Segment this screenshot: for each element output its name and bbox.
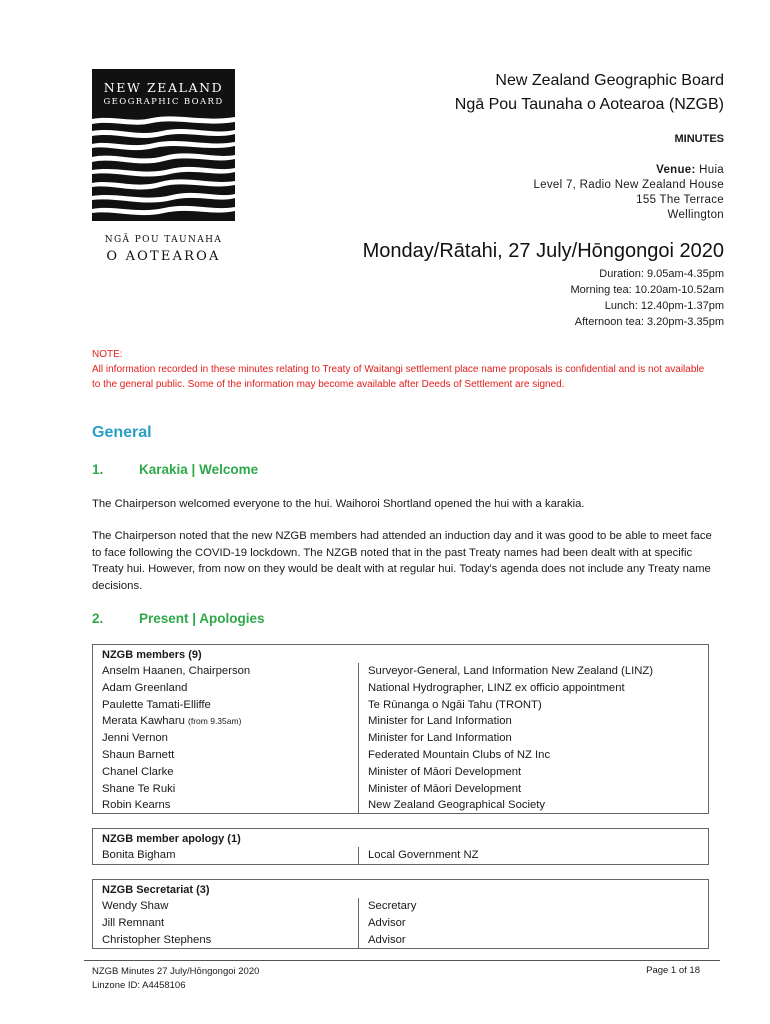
venue-label: Venue:	[656, 164, 696, 176]
table-row	[93, 932, 708, 949]
member-role: Surveyor-General, Land Information New Zealand (LINZ)	[368, 665, 654, 677]
section-number: 2.	[92, 611, 104, 626]
member-role: Minister for Land Information	[368, 732, 512, 745]
time-line: Afternoon tea: 3.20pm-3.35pm	[574, 316, 724, 328]
staff-role: Advisor	[368, 933, 406, 946]
member-name: Anselm Haanen, Chairperson	[93, 663, 359, 680]
table-row	[93, 898, 708, 915]
paragraph: The Chairperson noted that the new NZGB members had attended an induction day and it was good to be able to meet face to face following the COVID-19 lockdown. The NZGB noted that in the past Treaty names had been dealt with at specific Treaty hui. However, from now on they would be dealt with at regular hui. Today's agenda does not include any Treaty name decisions.	[92, 530, 712, 592]
document-type: MINUTES	[674, 133, 724, 145]
section-heading-1	[92, 462, 258, 477]
member-name: Bonita Bigham	[93, 847, 359, 864]
logo-line-1: NEW ZEALAND	[103, 80, 224, 95]
nzgb-logo	[92, 69, 235, 266]
table-row	[93, 797, 708, 814]
table-row	[93, 847, 708, 864]
table-row	[93, 764, 708, 781]
venue-line: 155 The Terrace	[636, 194, 724, 206]
table-row	[93, 915, 708, 932]
staff-name: Christopher Stephens	[93, 932, 359, 949]
member-note: (from 9.35am)	[188, 716, 242, 727]
staff-name: Wendy Shaw	[93, 898, 359, 915]
member-name-cell	[93, 713, 359, 730]
table-row	[93, 663, 708, 680]
org-name-english: New Zealand Geographic Board	[495, 72, 724, 89]
member-role: Minister for Land Information	[368, 715, 512, 728]
section-title: Karakia | Welcome	[139, 462, 259, 477]
member-role: Minister of Māori Development	[368, 765, 522, 778]
member-role: Te Rūnanga o Ngāi Tahu (TRONT)	[368, 698, 542, 711]
confidentiality-note	[92, 347, 712, 392]
section-heading-2	[92, 611, 265, 626]
section-heading-general: General	[92, 424, 152, 441]
members-table	[92, 644, 709, 814]
logo-line-4: O AOTEAROA	[106, 249, 221, 264]
apology-table	[92, 828, 709, 865]
logo-line-2: GEOGRAPHIC BOARD	[103, 97, 224, 107]
staff-role: Advisor	[368, 916, 406, 929]
time-line: Duration: 9.05am-4.35pm	[599, 268, 724, 280]
venue-name: Huia	[699, 164, 724, 176]
table-row	[93, 680, 708, 697]
member-role: Local Government NZ	[368, 849, 479, 861]
footer-left	[92, 965, 259, 993]
member-name: Adam Greenland	[93, 680, 359, 697]
page-number: Page 1 of 18	[646, 965, 700, 976]
member-name: Paulette Tamati-Elliffe	[93, 697, 359, 714]
table-row	[93, 747, 708, 764]
table-row	[93, 697, 708, 714]
section-title: Present | Apologies	[139, 611, 265, 626]
paragraph: The Chairperson welcomed everyone to the hui. Waihoroi Shortland opened the hui with a karakia.	[92, 498, 585, 510]
member-role: Minister of Māori Development	[368, 782, 522, 795]
meeting-times	[571, 266, 724, 330]
table-header: NZGB member apology (1)	[102, 833, 241, 845]
footer-doc-id: Linzone ID: A4458106	[92, 980, 186, 991]
logo-block	[92, 69, 235, 221]
table-row	[93, 730, 708, 747]
footer-divider	[84, 960, 720, 961]
time-line: Lunch: 12.40pm-1.37pm	[604, 300, 724, 312]
member-name: Merata Kawharu	[102, 715, 185, 728]
member-name: Shane Te Ruki	[93, 781, 359, 798]
logo-wave-art	[92, 113, 235, 221]
table-header: NZGB Secretariat (3)	[102, 884, 210, 896]
footer-doc-title: NZGB Minutes 27 July/Hōngongoi 2020	[92, 966, 260, 977]
staff-name: Jill Remnant	[93, 915, 359, 932]
staff-role: Secretary	[368, 900, 417, 912]
note-label: NOTE:	[92, 349, 123, 360]
logo-line-3: NGĀ POU TAUNAHA	[104, 235, 223, 245]
section-number: 1.	[92, 462, 104, 477]
member-name: Chanel Clarke	[93, 764, 359, 781]
member-name: Shaun Barnett	[93, 747, 359, 764]
time-line: Morning tea: 10.20am-10.52am	[570, 284, 724, 296]
org-name-maori: Ngā Pou Taunaha o Aotearoa (NZGB)	[454, 96, 724, 113]
member-role: Federated Mountain Clubs of NZ Inc	[368, 748, 551, 761]
table-row	[93, 713, 708, 730]
meeting-date: Monday/Rātahi, 27 July/Hōngongoi 2020	[362, 240, 724, 262]
member-name: Robin Kearns	[93, 797, 359, 814]
member-role: New Zealand Geographical Society	[368, 799, 546, 812]
venue-line: Level 7, Radio New Zealand House	[533, 179, 724, 191]
member-role: National Hydrographer, LINZ ex officio appointment	[368, 681, 625, 694]
secretariat-table	[92, 879, 709, 949]
table-header: NZGB members (9)	[102, 649, 202, 661]
member-name: Jenni Vernon	[93, 730, 359, 747]
venue-line: Wellington	[667, 209, 724, 221]
note-text: All information recorded in these minutes relating to Treaty of Waitangi settlement place name proposals is confidential and is not available to the general public. Some of the information may become available after Deeds of Settlement are signed.	[92, 364, 705, 390]
venue-block	[533, 163, 724, 223]
table-row	[93, 781, 708, 798]
